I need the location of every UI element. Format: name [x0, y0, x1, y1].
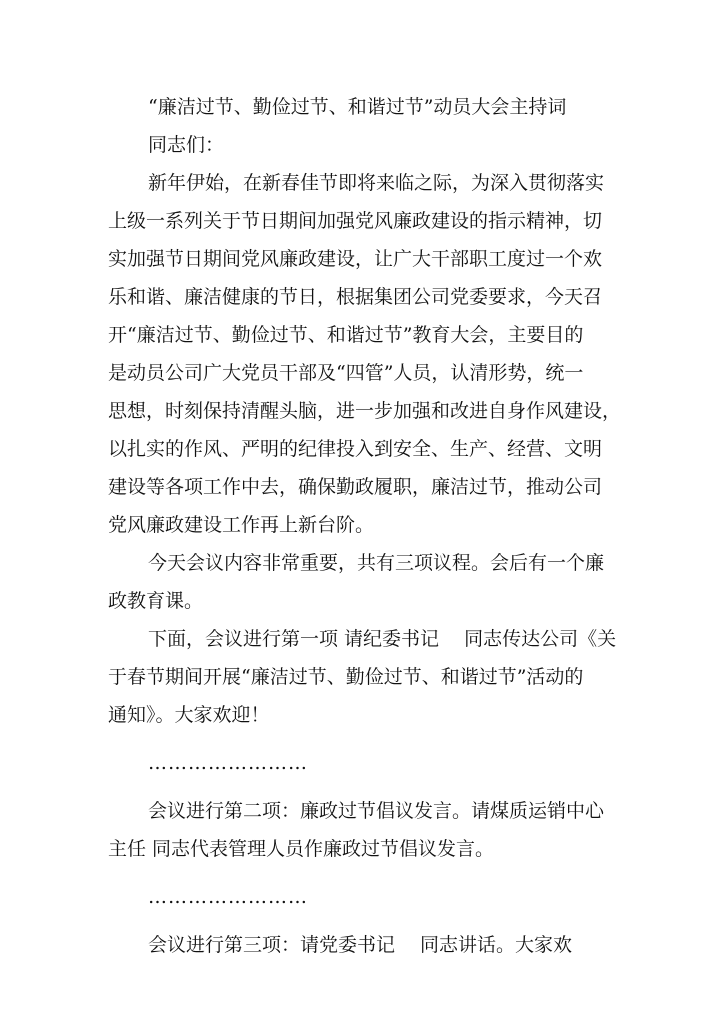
- paragraph-line: 新年伊始，在新春佳节即将来临之际，为深入贯彻落实: [148, 172, 605, 194]
- paragraph-opening: [108, 164, 622, 544]
- document-page: [108, 88, 622, 964]
- paragraph-line: 上级一系列关于节日期间加强党风廉政建设的指示精神，切: [108, 210, 603, 232]
- paragraph-agenda-intro: [108, 544, 612, 620]
- paragraph-line: 建设等各项工作中去，确保勤政履职，廉洁过节，推动公司: [108, 476, 603, 498]
- paragraph-line: 下面，会议进行第一项 请纪委书记 同志传达公司《关: [148, 628, 617, 650]
- paragraph-line: 政教育课。: [108, 590, 204, 612]
- paragraph-line: 于春节期间开展“廉洁过节、勤俭过节、和谐过节”活动的: [108, 666, 584, 688]
- paragraph-line: 以扎实的作风、严明的纪律投入到安全、生产、经营、文明: [108, 438, 603, 460]
- paragraph-item-three: [108, 926, 612, 964]
- paragraph-line: 是动员公司广大党员干部及“四管”人员，认清形势，统一: [108, 362, 584, 384]
- paragraph-item-two: [108, 792, 612, 868]
- paragraph-line: 实加强节日期间党风廉政建设，让广大干部职工度过一个欢: [108, 248, 603, 270]
- paragraph-line: 主任 同志代表管理人员作廉政过节倡议发言。: [108, 838, 495, 860]
- ellipsis-separator: ……………………: [148, 886, 308, 908]
- ellipsis-separator: ……………………: [148, 752, 308, 774]
- paragraph-line: 会议进行第三项：请党委书记 同志讲话。大家欢: [148, 934, 573, 956]
- document-title: “廉洁过节、勤俭过节、和谐过节”动员大会主持词: [148, 96, 567, 118]
- paragraph-line: 思想，时刻保持清醒头脑，进一步加强和改进自身作风建设，: [108, 400, 622, 422]
- paragraph-line: 今天会议内容非常重要，共有三项议程。会后有一个廉: [148, 552, 605, 574]
- paragraph-item-one: [108, 620, 617, 734]
- paragraph-line: 会议进行第二项：廉政过节倡议发言。请煤质运销中心: [148, 800, 605, 822]
- paragraph-line: 党风廉政建设工作再上新台阶。: [108, 514, 375, 536]
- salutation: 同志们：: [148, 134, 225, 156]
- paragraph-line: 乐和谐、廉洁健康的节日，根据集团公司党委要求，今天召: [108, 286, 603, 308]
- paragraph-line: 通知》。大家欢迎！: [108, 704, 270, 726]
- paragraph-line: 开“廉洁过节、勤俭过节、和谐过节”教育大会，主要目的: [108, 324, 584, 346]
